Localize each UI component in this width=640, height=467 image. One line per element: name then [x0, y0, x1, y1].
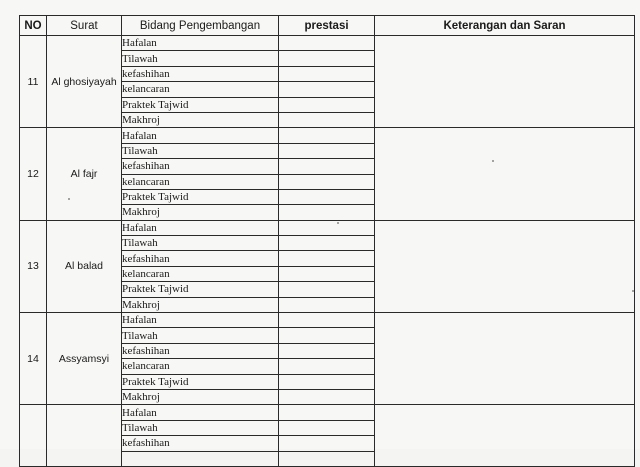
bidang-item: kelancaran [122, 266, 279, 281]
prestasi-cell[interactable] [279, 174, 375, 189]
prestasi-cell[interactable] [279, 451, 375, 466]
prestasi-cell[interactable] [279, 297, 375, 312]
bidang-item: Makhroj [122, 297, 279, 312]
table-row [20, 36, 635, 51]
prestasi-cell[interactable] [279, 405, 375, 420]
bidang-item: kefashihan [122, 436, 279, 451]
surat-name: Al ghosiyayah [47, 36, 122, 128]
row-number [20, 405, 47, 467]
prestasi-cell[interactable] [279, 389, 375, 404]
prestasi-cell[interactable] [279, 66, 375, 81]
bidang-item: Hafalan [122, 220, 279, 235]
bidang-item: Tilawah [122, 328, 279, 343]
bidang-item: kelancaran [122, 359, 279, 374]
row-number: 11 [20, 36, 47, 128]
keterangan-cell[interactable] [375, 313, 635, 405]
bidang-item: Hafalan [122, 128, 279, 143]
keterangan-cell[interactable] [375, 128, 635, 220]
scan-speck [632, 290, 634, 292]
bidang-item: Praktek Tajwid [122, 282, 279, 297]
prestasi-cell[interactable] [279, 251, 375, 266]
prestasi-cell[interactable] [279, 159, 375, 174]
bidang-item: kefashihan [122, 159, 279, 174]
prestasi-cell[interactable] [279, 220, 375, 235]
table-row [20, 128, 635, 143]
header-prestasi: prestasi [279, 16, 375, 36]
bidang-item: Tilawah [122, 51, 279, 66]
bidang-item: Praktek Tajwid [122, 97, 279, 112]
header-row [20, 16, 635, 36]
bidang-item: Tilawah [122, 236, 279, 251]
bidang-item: kefashihan [122, 251, 279, 266]
bidang-item: Tilawah [122, 143, 279, 158]
bidang-item [122, 451, 279, 466]
header-bidang: Bidang Pengembangan [122, 16, 279, 36]
bidang-item: kefashihan [122, 343, 279, 358]
table-body [20, 36, 635, 467]
row-number: 12 [20, 128, 47, 220]
prestasi-cell[interactable] [279, 51, 375, 66]
scan-speck [68, 198, 70, 200]
surat-name: Al fajr [47, 128, 122, 220]
bidang-item: kelancaran [122, 82, 279, 97]
prestasi-cell[interactable] [279, 112, 375, 127]
bidang-item: Praktek Tajwid [122, 189, 279, 204]
bidang-item: Hafalan [122, 36, 279, 51]
table-row [20, 405, 635, 420]
prestasi-cell[interactable] [279, 205, 375, 220]
prestasi-cell[interactable] [279, 128, 375, 143]
header-no: NO [20, 16, 47, 36]
prestasi-cell[interactable] [279, 343, 375, 358]
bidang-item: Praktek Tajwid [122, 374, 279, 389]
bidang-item: Makhroj [122, 112, 279, 127]
bidang-item: Makhroj [122, 205, 279, 220]
surat-name [47, 405, 122, 467]
prestasi-cell[interactable] [279, 328, 375, 343]
scan-speck [492, 160, 494, 162]
table-row [20, 220, 635, 235]
header-keterangan: Keterangan dan Saran [375, 16, 635, 36]
bidang-item: kefashihan [122, 66, 279, 81]
bidang-item: Tilawah [122, 420, 279, 435]
prestasi-cell[interactable] [279, 236, 375, 251]
prestasi-cell[interactable] [279, 374, 375, 389]
keterangan-cell[interactable] [375, 405, 635, 467]
assessment-table [19, 15, 635, 467]
prestasi-cell[interactable] [279, 97, 375, 112]
bidang-item: Hafalan [122, 405, 279, 420]
bidang-item: kelancaran [122, 174, 279, 189]
prestasi-cell[interactable] [279, 266, 375, 281]
surat-name: Al balad [47, 220, 122, 312]
bidang-item: Makhroj [122, 389, 279, 404]
scan-speck [337, 222, 339, 224]
prestasi-cell[interactable] [279, 313, 375, 328]
prestasi-cell[interactable] [279, 420, 375, 435]
row-number: 14 [20, 313, 47, 405]
prestasi-cell[interactable] [279, 82, 375, 97]
surat-name: Assyamsyi [47, 313, 122, 405]
prestasi-cell[interactable] [279, 189, 375, 204]
prestasi-cell[interactable] [279, 143, 375, 158]
prestasi-cell[interactable] [279, 36, 375, 51]
row-number: 13 [20, 220, 47, 312]
prestasi-cell[interactable] [279, 359, 375, 374]
bidang-item: Hafalan [122, 313, 279, 328]
keterangan-cell[interactable] [375, 220, 635, 312]
header-surat: Surat [47, 16, 122, 36]
keterangan-cell[interactable] [375, 36, 635, 128]
prestasi-cell[interactable] [279, 282, 375, 297]
table-row [20, 313, 635, 328]
